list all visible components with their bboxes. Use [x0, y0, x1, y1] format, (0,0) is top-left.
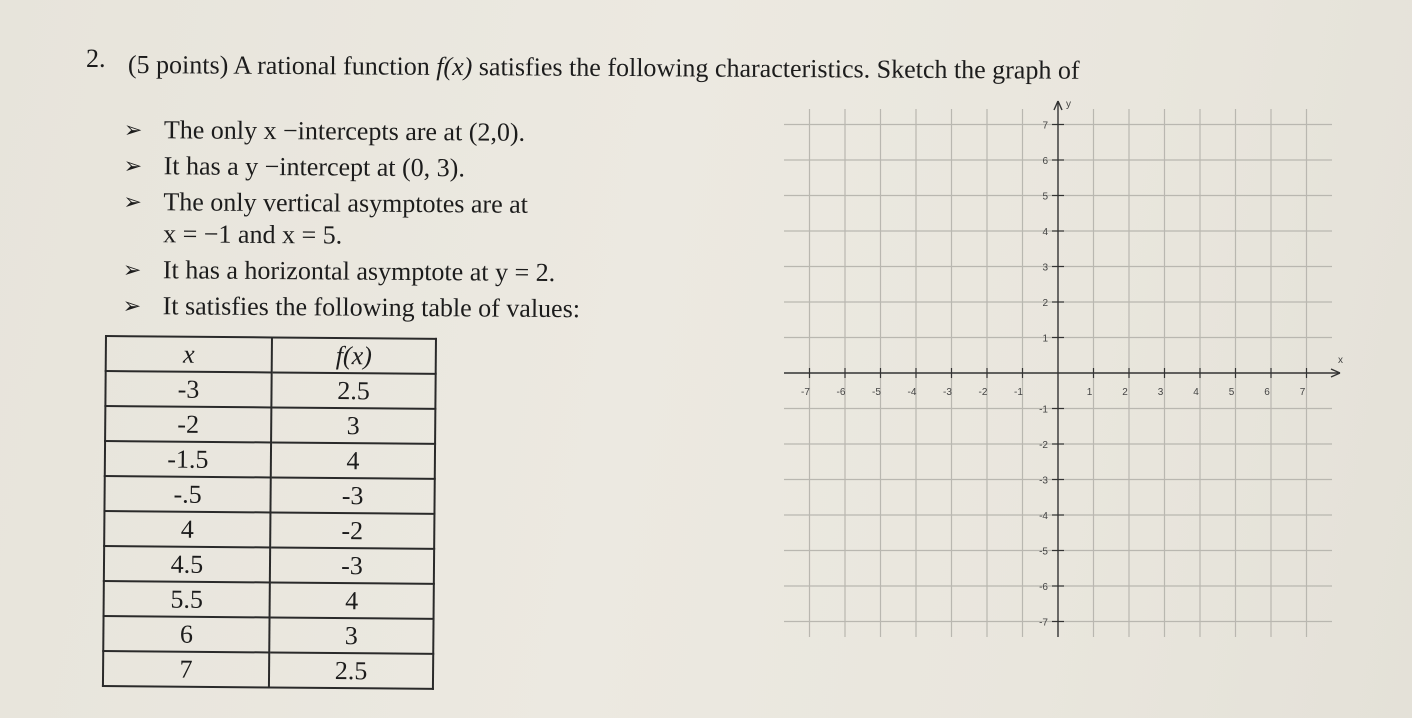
tick-labels — [801, 121, 1306, 629]
x-tick-label: -6 — [836, 387, 846, 398]
y-tick-label: -1 — [1039, 404, 1048, 416]
arrow-bullet-icon: ➢ — [123, 116, 143, 143]
x-tick-label: -2 — [978, 387, 988, 398]
arrow-bullet-icon: ➢ — [123, 152, 143, 179]
y-tick-label: -5 — [1039, 546, 1048, 558]
y-tick-label: 7 — [1042, 120, 1048, 132]
table-row — [105, 441, 435, 479]
y-tick-label: 4 — [1042, 227, 1048, 238]
question-text-after: satisfies the following characteristics. Sketch the graph of — [472, 52, 1080, 85]
y-tick-label: -6 — [1039, 582, 1048, 593]
y-tick-label: 3 — [1042, 262, 1048, 274]
cell-x: 6 — [103, 616, 269, 652]
arrow-bullet-icon: ➢ — [122, 256, 142, 283]
arrow-bullet-icon: ➢ — [122, 292, 142, 319]
cell-fx: 3 — [269, 617, 433, 653]
list-item-continuation: x = −1 and x = 5. — [163, 219, 343, 250]
x-axis-label: x — [1338, 355, 1343, 366]
question-function: f(x) — [436, 51, 473, 82]
list-item: ➢ It has a y −intercept at (0, 3). — [123, 148, 683, 188]
x-tick-label: -3 — [943, 387, 952, 398]
table-row — [103, 616, 433, 654]
y-tick-label: -3 — [1039, 475, 1048, 487]
x-tick-label: 1 — [1086, 387, 1093, 398]
characteristics-list — [123, 112, 684, 328]
x-tick-label: -1 — [1014, 387, 1023, 398]
header-x: x — [106, 336, 272, 372]
cell-fx: 2.5 — [271, 372, 435, 408]
cell-x: 4.5 — [104, 546, 270, 582]
table-row — [104, 476, 434, 514]
y-tick-label: 5 — [1042, 191, 1048, 203]
axes — [784, 101, 1340, 637]
arrow-bullet-icon: ➢ — [123, 188, 142, 215]
list-item: ➢ The only x −intercepts are at (2,0). — [124, 112, 684, 152]
cell-x: -.5 — [104, 476, 270, 512]
coordinate-grid[interactable] — [790, 99, 1370, 629]
y-tick-label: 6 — [1042, 156, 1048, 167]
cell-fx: 4 — [270, 582, 434, 618]
cell-fx: 3 — [271, 407, 435, 443]
cell-x: 5.5 — [104, 581, 270, 617]
y-tick-label: -4 — [1039, 511, 1048, 522]
list-item: ➢ It has a horizontal asymptote at y = 2. — [123, 252, 683, 292]
list-item: ➢ The only vertical asymptotes are at — [123, 184, 683, 224]
cell-x: 4 — [104, 511, 270, 547]
table-row — [103, 651, 433, 689]
table-row — [104, 546, 434, 584]
table-row — [105, 371, 435, 409]
cell-x: -2 — [105, 406, 271, 442]
list-item: ➢ It satisfies the following table of values: — [123, 288, 683, 328]
x-tick-label: 2 — [1122, 387, 1128, 398]
y-tick-label: -7 — [1039, 617, 1048, 629]
cell-x: -3 — [105, 371, 271, 407]
table-row — [104, 581, 434, 619]
y-axis-label: y — [1066, 99, 1071, 110]
table-row — [105, 406, 435, 444]
x-tick-label: 6 — [1264, 387, 1270, 398]
cell-x: -1.5 — [105, 441, 271, 477]
x-tick-label: 3 — [1157, 387, 1164, 398]
y-tick-label: 1 — [1042, 333, 1048, 345]
x-tick-label: 5 — [1228, 387, 1235, 398]
cell-fx: -3 — [270, 547, 434, 583]
cell-x: 7 — [103, 651, 269, 687]
x-tick-label: 4 — [1193, 387, 1199, 398]
table-row — [104, 511, 434, 549]
y-tick-label: 2 — [1042, 298, 1048, 309]
y-tick-label: -2 — [1039, 440, 1048, 451]
header-fx: f(x) — [272, 337, 436, 373]
x-tick-label: 7 — [1299, 387, 1306, 398]
question-number: 2. — [86, 44, 106, 73]
table-header-row — [106, 336, 436, 374]
cell-fx: -2 — [270, 512, 434, 548]
cell-fx: 4 — [271, 442, 435, 478]
x-tick-label: -4 — [907, 387, 917, 398]
values-table — [102, 335, 437, 690]
cell-fx: 2.5 — [269, 652, 433, 688]
x-tick-label: -7 — [801, 387, 810, 398]
x-tick-label: -5 — [872, 387, 881, 398]
question-prompt — [128, 50, 1080, 86]
cell-fx: -3 — [270, 477, 434, 513]
question-text-before: (5 points) A rational function — [127, 50, 437, 81]
